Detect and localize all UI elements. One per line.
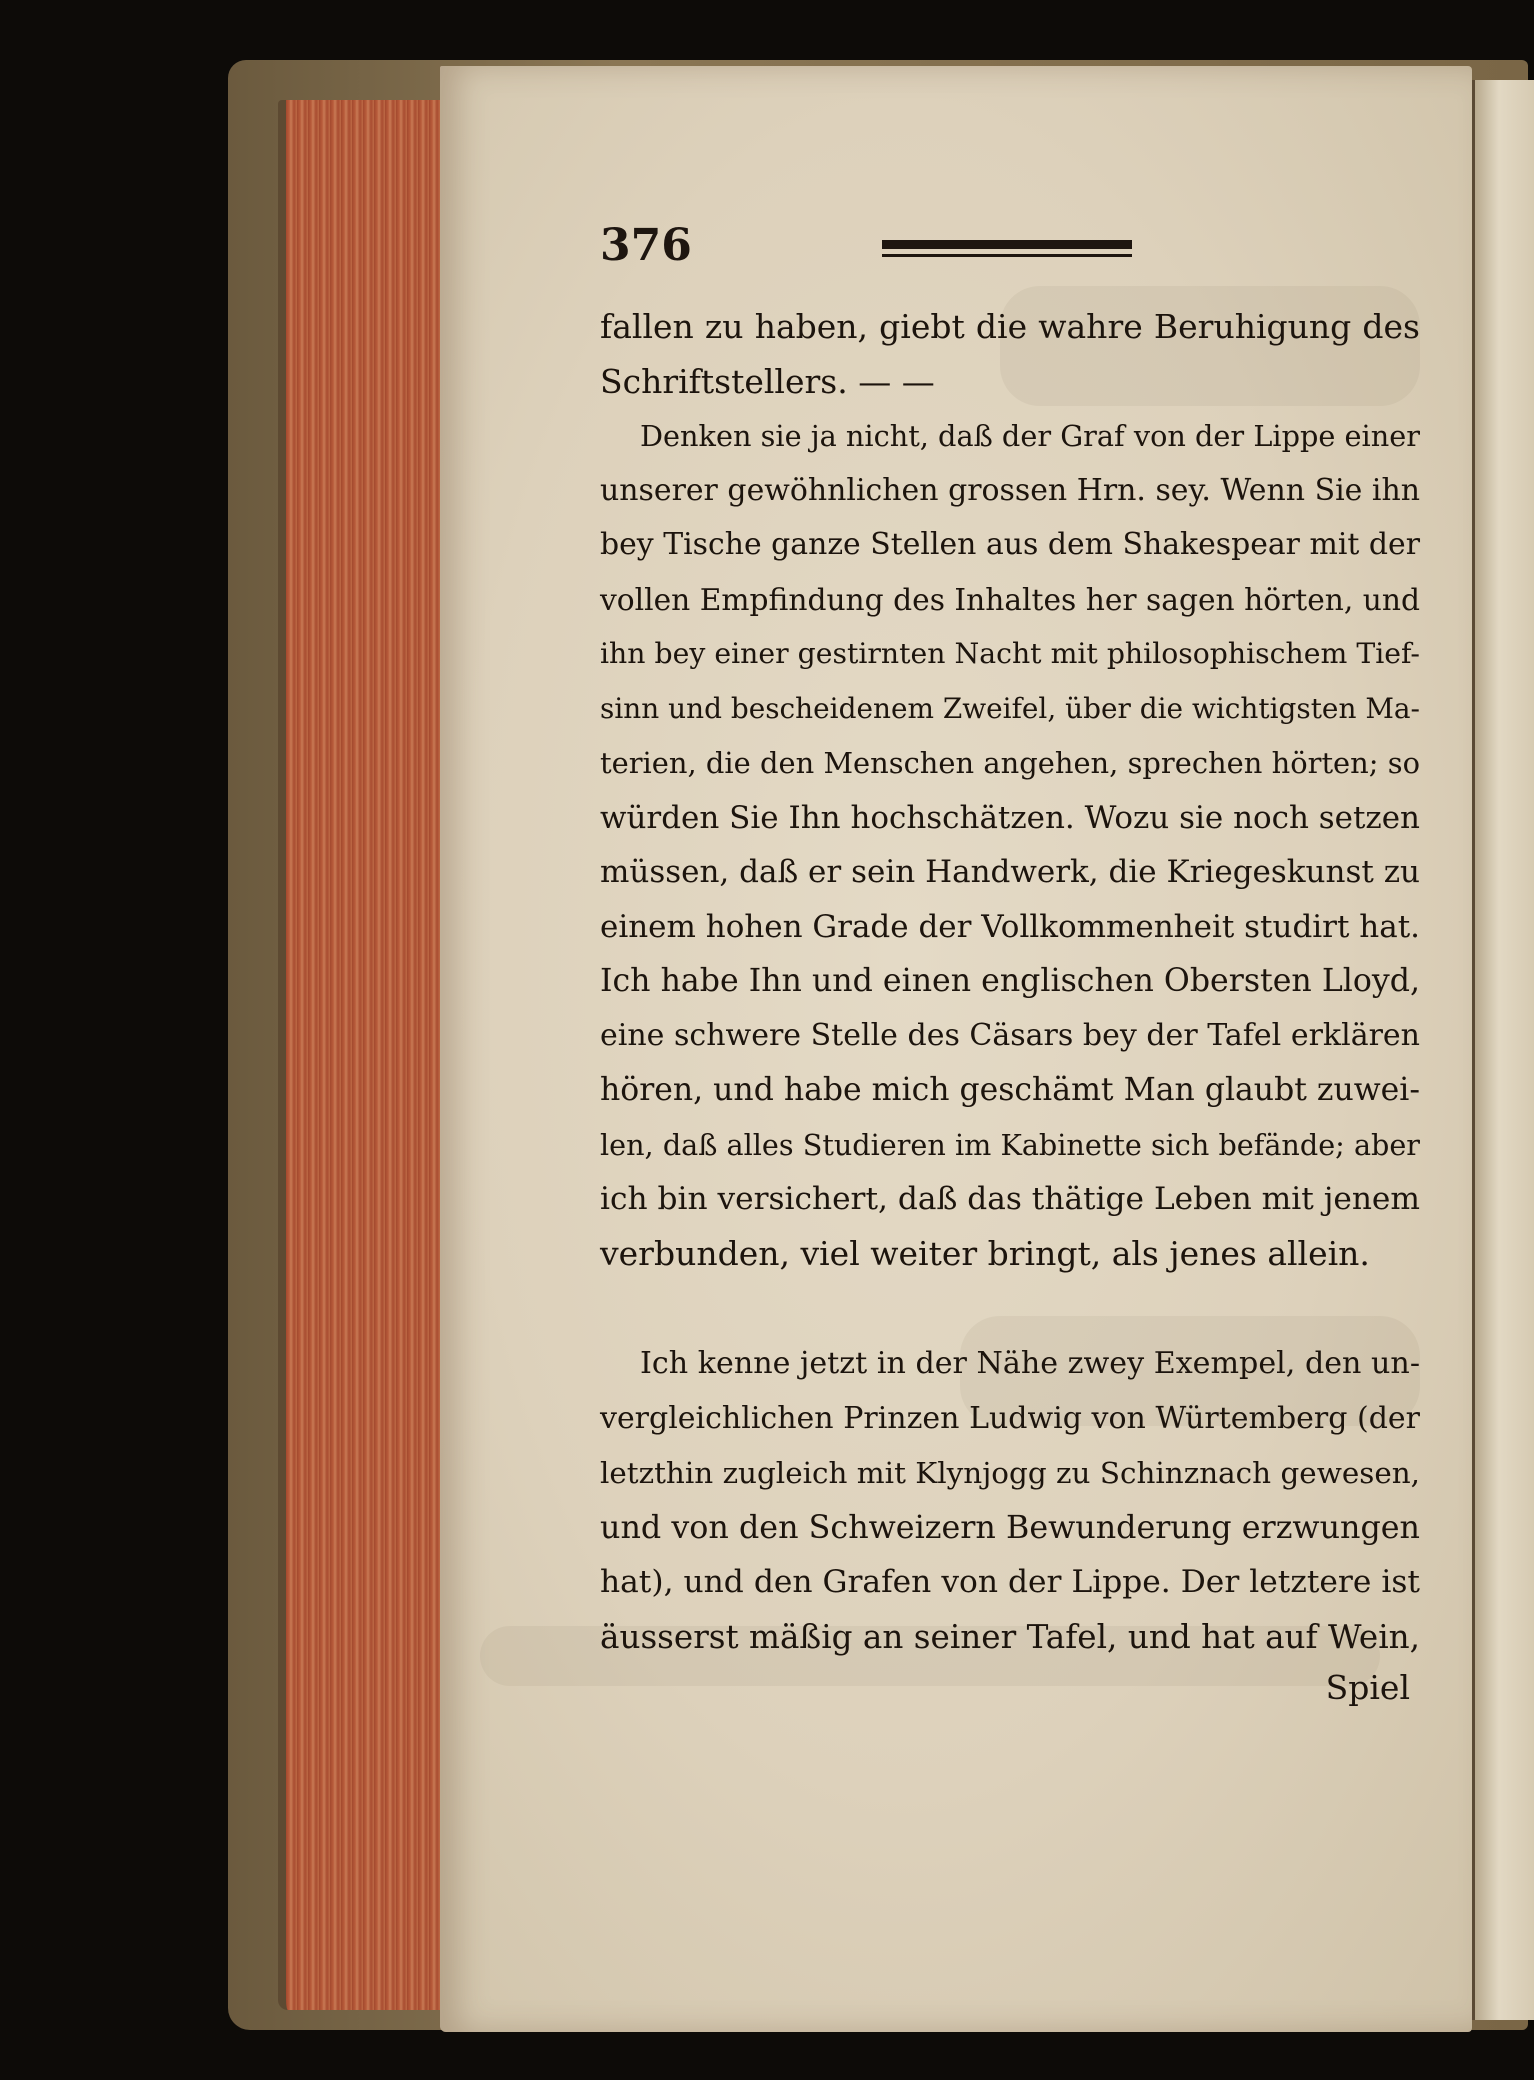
page-header [600,220,1160,280]
body-text [600,300,1420,1664]
text-line: ihn bey einer gestirnten Nacht mit philosophischem Tief- [600,637,1420,670]
catchword: Spiel [1325,1668,1410,1707]
page-edges [278,100,446,2010]
text-line: und von den Schweizern Bewunderung erzwungen [600,1509,1420,1546]
text-line: hat), und den Grafen von der Lippe. Der letztere ist [600,1564,1420,1600]
paragraph-2 [600,409,1420,1281]
text-line: vollen Empfindung des Inhaltes her sagen hörten, und [600,581,1420,617]
text-line: äusserst mäßig an seiner Tafel, und hat auf Wein, [600,1617,1420,1656]
text-line: einem hohen Grade der Vollkommenheit studirt hat. [600,908,1420,945]
page-number: 376 [600,220,692,271]
text-line: Ich kenne jetzt in der Nähe zwey Exempel, den un- [640,1346,1420,1381]
text-line: vergleichlichen Prinzen Ludwig von Würtemberg (der [600,1400,1420,1436]
text-line: len, daß alles Studieren im Kabinette sich befände; aber [600,1127,1420,1162]
text-line: Schriftstellers. — — [600,361,935,401]
paragraph-1 [600,300,1420,409]
text-line: Denken sie ja nicht, daß der Graf von der Lippe einer [640,419,1420,453]
text-line: würden Sie Ihn hochschätzen. Wozu sie noch setzen [600,799,1420,836]
text-line: fallen zu haben, giebt die wahre Beruhigung des [600,307,1420,346]
text-line: eine schwere Stelle des Cäsars bey der Tafel erklären [600,1017,1420,1053]
text-line: müssen, daß er sein Handwerk, die Kriegeskunst zu [600,854,1420,890]
text-line: Ich habe Ihn und einen englischen Obersten Lloyd, [600,963,1420,999]
text-line: letzthin zugleich mit Klynjogg zu Schinznach gewesen, [600,1456,1420,1490]
text-line: sinn und bescheidenem Zweifel, über die wichtigsten Ma- [600,691,1420,725]
header-ornament-rule [882,240,1132,262]
paragraph-gap [600,1281,1420,1337]
adjacent-page-edge [1472,80,1534,2020]
text-line: bey Tische ganze Stellen aus dem Shakespear mit der [600,527,1420,562]
text-line: unserer gewöhnlichen grossen Hrn. sey. Wenn Sie ihn [600,472,1420,508]
text-line: hören, und habe mich geschämt Man glaubt zuwei- [600,1072,1420,1108]
paragraph-3 [600,1337,1420,1664]
text-line: verbunden, viel weiter bringt, als jenes allein. [600,1233,1370,1273]
text-line: ich bin versichert, daß das thätige Leben mit jenem [600,1181,1420,1217]
text-line: terien, die den Menschen angehen, sprechen hörten; so [600,746,1420,780]
